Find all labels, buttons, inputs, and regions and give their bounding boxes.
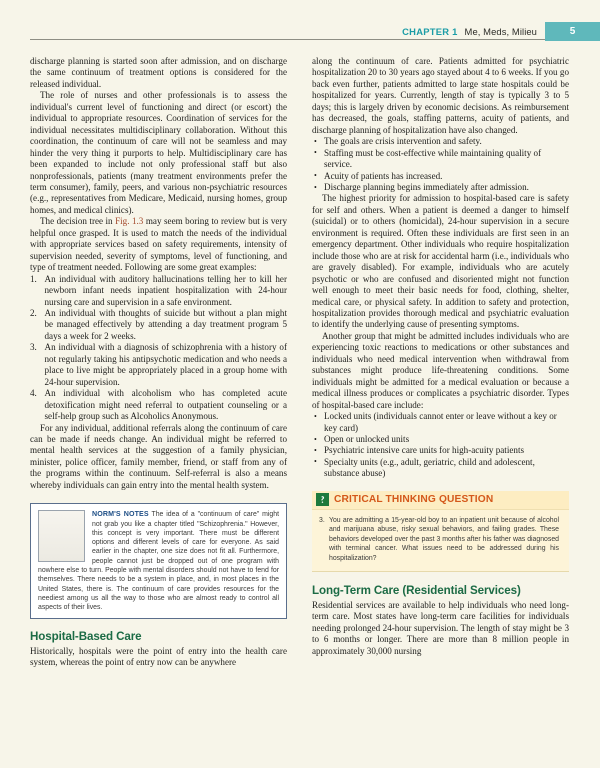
bulleted-list <box>312 411 569 480</box>
paragraph: Historically, hospitals were the point of entry into the health care system, whereas the point of entry now can be anywhere <box>30 645 287 668</box>
list-item <box>312 136 569 147</box>
list-item <box>30 342 287 388</box>
list-item <box>312 445 569 456</box>
running-head-text <box>392 26 545 37</box>
text-before-xref: The decision tree in <box>40 216 116 227</box>
bullet-glyph: • <box>314 136 317 146</box>
bullet-glyph: • <box>314 446 317 456</box>
list-item-text: An individual with thoughts of suicide but without a plan might be managed effectively by attending a day treatment program 5 days a week for 2 weeks. <box>44 307 287 341</box>
bullet-glyph: • <box>314 171 317 181</box>
list-item-text: The goals are crisis intervention and safety. <box>324 136 482 147</box>
paragraph: along the continuum of care. Patients admitted for psychiatric hospitalization 20 to 30 years ago stayed about 4 to 6 weeks. If you go back even further, patients admitted to large state hospitals could be hospitalized for years. Currently, length of stay is typically 3 to 5 days; this is largely driven by economic decisions. As reimbursement has decreased, the goals, staffing patterns, acuity of patients, and discharge planning of hospitalization have also changed. <box>312 56 569 135</box>
list-item <box>312 457 569 480</box>
critical-thinking-question-box <box>312 491 569 573</box>
chapter-title: Me, Meds, Milieu <box>464 25 537 37</box>
paragraph: Residential services are available to help individuals who need long-term care. Most states have long-term care facilities for individuals needing prolonged 24-hour supervision. The length of stay might be 3 to 6 months or longer. There are more than 8 million people in approximately 30,000 nursing <box>312 599 569 656</box>
page-body <box>30 56 570 669</box>
list-item-number: 2. <box>30 307 37 318</box>
running-head-rule <box>30 39 600 40</box>
norms-notes-box <box>30 503 287 619</box>
bullet-glyph: • <box>314 148 317 158</box>
list-item-text: Locked units (individuals cannot enter or leave without a key or key card) <box>324 411 557 433</box>
left-column <box>30 56 287 669</box>
paragraph: The role of nurses and other professionals is to assess the individual's current level of functioning and direct (or escort) the individual to appropriate resources. Coordination of services for the individual necessitates multidisciplinary collaboration. Without this coordination, the continuum of care will not be seamless and may hinder the very thing it purports to help. Multidisciplinary care has been expanded to include not only professional staff but also nonprofessionals, patients (many treatment environments prefer the term consumer), family, peers, and various non-psychiatric resources (e.g., representatives from Medicare, Medicaid, nursing homes, group homes, and medical clinics). <box>30 90 287 215</box>
figure-xref-link[interactable]: Fig. 1.3 <box>115 216 144 227</box>
section-heading-long-term-care: Long-Term Care (Residential Services) <box>312 584 521 598</box>
list-item <box>312 182 569 193</box>
norms-notes-body: The idea of a "continuum of care" might not grab you like a chapter titled "Schizophrenia." However, this concept is very important. There must be different options and different levels of care for everyone. As said earlier in the chapter, one size does not fit all. Furthermore, people cannot just be dropped out of one program with nowhere else to turn. People with mental disorders should not have to fend for themselves. There needs to be a system in place, and, in most places in the United States, there is. The continuum of care provides resources for the neediest among us all the way to those who are almost ready to control all aspects of their lives. <box>38 511 280 612</box>
list-item <box>312 434 569 445</box>
list-item <box>312 171 569 182</box>
spacer <box>30 619 287 630</box>
list-item <box>312 148 569 171</box>
list-item-text: Specialty units (e.g., adult, geriatric, child and adolescent, substance abuse) <box>324 456 535 479</box>
running-head <box>30 22 600 40</box>
list-item-text: Psychiatric intensive care units for high-acuity patients <box>324 445 525 456</box>
section-heading-hospital-based-care: Hospital-Based Care <box>30 630 142 644</box>
chapter-label: CHAPTER 1 <box>402 25 458 37</box>
critical-thinking-title: CRITICAL THINKING QUESTION <box>334 494 494 506</box>
list-item-text: Discharge planning begins immediately after admission. <box>324 181 529 192</box>
page-number: 5 <box>545 22 600 41</box>
list-item-number: 3. <box>30 342 37 353</box>
list-item <box>312 411 569 434</box>
critical-thinking-body <box>312 510 569 572</box>
paragraph: Another group that might be admitted includes individuals who are experiencing toxic reactions to medications or other substances and individuals who need medical intervention when withdrawal from substances might produce life-threatening conditions. Some individuals might be admitted for a medical evaluation or because a medical illness produces or complicates a psychiatric disorder. Types of hospital-based care include: <box>312 330 569 410</box>
right-column <box>312 56 569 669</box>
list-item-number: 4. <box>30 388 37 399</box>
paragraph-with-figure-xref <box>30 216 287 273</box>
list-item <box>30 388 287 422</box>
list-item-text: An individual with alcoholism who has completed acute detoxification might need referral to outpatient counseling or a self-help group such as Alcoholics Anonymous. <box>44 388 287 422</box>
item-text: You are admitting a 15-year-old boy to an inpatient unit because of alcohol and marijuana abuse, risky sexual behaviors, and failing grades. These behaviors developed over the past 3 months after his father was diagnosed with terminal cancer. What issues need to be addressed during his hospitalization? <box>329 516 559 562</box>
list-item-text: Open or unlocked units <box>324 433 410 444</box>
critical-thinking-header <box>312 491 569 510</box>
spacer <box>312 572 569 584</box>
bullet-glyph: • <box>314 457 317 467</box>
bullet-glyph: • <box>314 182 317 192</box>
paragraph: discharge planning is started soon after admission, and on discharge the same continuum of treatment options is considered for the released individual. <box>30 56 287 89</box>
text-after-xref: may seem boring to review but is very helpful once grasped. It is used to match the needs of the individual with appropriate services based on safety requirements, intensity of supervision needed, severity of symptoms, level of functioning, and type of treatment needed. Following are some great examples: <box>30 216 287 273</box>
norm-portrait-photo <box>38 510 85 562</box>
list-item <box>30 308 287 342</box>
numbered-list <box>30 274 287 423</box>
list-item-text: An individual with a diagnosis of schizophrenia with a history of not regularly taking his antipsychotic medication and who needs a place to live might be appropriately placed in a group home with 24-hour supervision. <box>44 342 287 387</box>
paragraph: The highest priority for admission to hospital-based care is safety for self and others. When a patient is deemed a danger to himself (suicidal) or to others (homicidal), 24-hour supervision in a secure environment is required. Often these individuals are first seen in an emergency department. Other individuals who require hospitalization include those who are at risk for accidental harm (i.e., individuals who are gravely disabled). For example, individuals who are acutely psychotic or who are confused and disoriented might not function well enough to meet their basic needs for food, clothing, shelter, medical care, or physical safety. In addition to safety and protection, hospitalization provides thorough medical and psychiatric evaluation to identify the underlying cause of presenting symptoms. <box>312 193 569 330</box>
bullet-glyph: • <box>314 434 317 444</box>
bullet-glyph: • <box>314 411 317 421</box>
list-item-number: 1. <box>30 273 37 284</box>
portrait-background <box>39 511 84 561</box>
list-item-text: An individual with auditory hallucinations telling her to kill her newborn infant needs inpatient hospitalization with 24-hour nursing care and supervision in a safe environment. <box>44 273 287 307</box>
norms-notes-label: NORM'S NOTES <box>92 510 149 519</box>
critical-thinking-item <box>319 516 559 564</box>
paragraph: For any individual, additional referrals along the continuum of care can be made if needs change. An individual might be referred to mental health services at the suggestion of a family physician, minister, police officer, family member, friend, or staff from any of the programs within the continuum. Self-referral is also a means whereby individuals can gain entry into the mental health system. <box>30 422 287 490</box>
bulleted-list <box>312 136 569 193</box>
list-item-text: Acuity of patients has increased. <box>324 170 443 181</box>
list-item <box>30 274 287 308</box>
list-item-text: Staffing must be cost-effective while maintaining quality of service. <box>324 147 542 170</box>
question-mark-icon <box>316 493 329 506</box>
item-number: 3. <box>319 516 325 524</box>
